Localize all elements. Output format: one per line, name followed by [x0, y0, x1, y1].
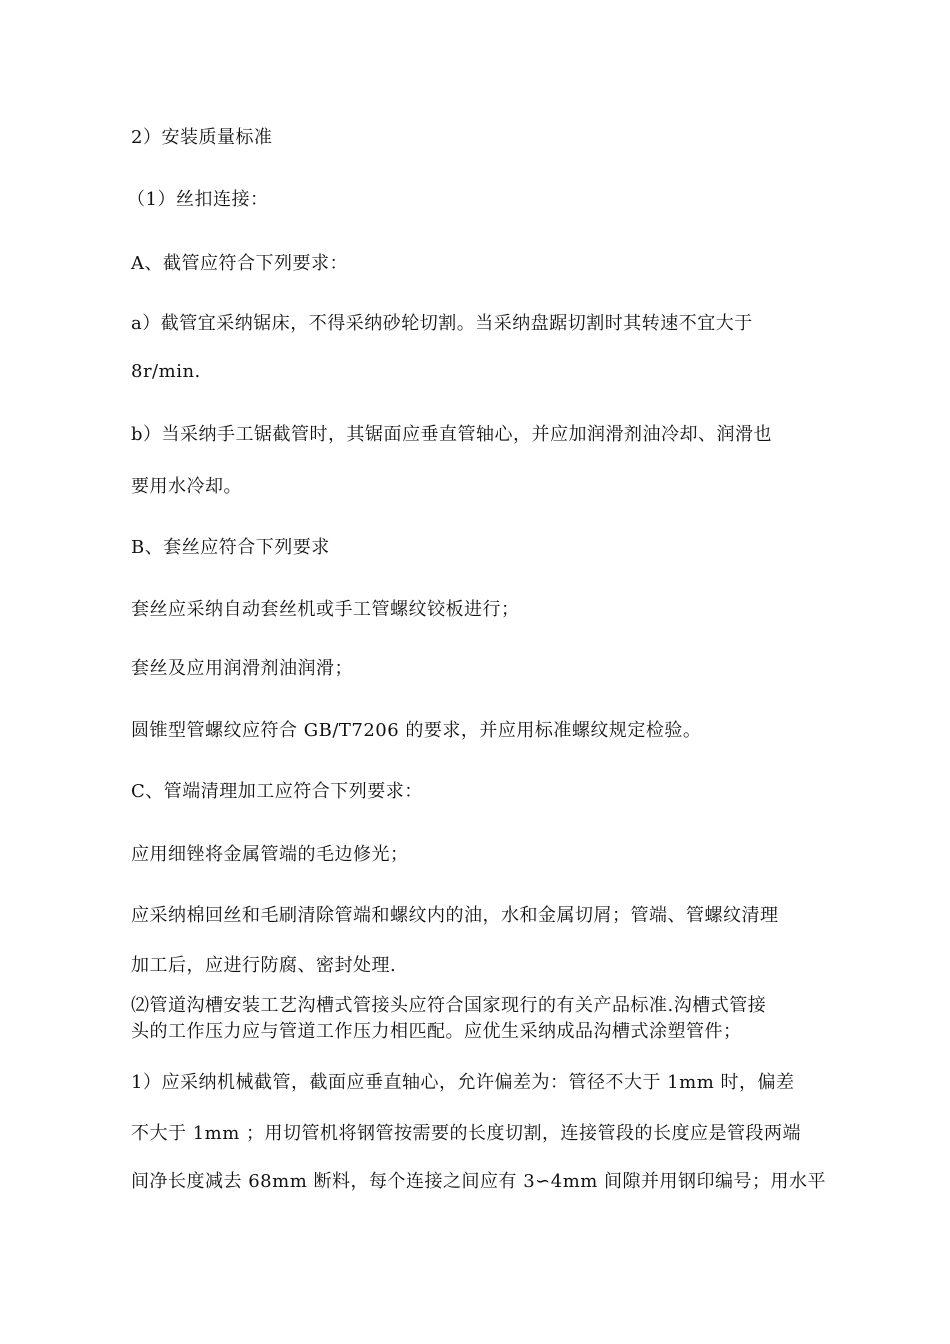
paragraph-line: 套丝应采纳自动套丝机或手工管螺纹铰板进行； — [131, 599, 520, 620]
paragraph-line: 头的工作压力应与管道工作压力相匹配。应优生采纳成品沟槽式涂塑管件； — [131, 1021, 742, 1042]
paragraph-line: 1）应采纳机械截管，截面应垂直轴心，允许偏差为：管径不大于 1mm 时，偏差 — [131, 1072, 795, 1093]
paragraph-line: 间净长度减去 68mm 断料，每个连接之间应有 3∽4mm 间隙并用钢印编号；用水平 — [131, 1171, 827, 1192]
paragraph-line: ⑵管道沟槽安装工艺沟槽式管接头应符合国家现行的有关产品标准.沟槽式管接 — [131, 995, 767, 1016]
paragraph-line: 要用水冷却。 — [131, 476, 242, 497]
paragraph-line: 圆锥型管螺纹应符合 GB/T7206 的要求，并应用标准螺纹规定检验。 — [131, 720, 702, 741]
paragraph-line: 应用细锉将金属管端的毛边修光； — [131, 844, 409, 865]
paragraph-line: 加工后，应进行防腐、密封处理. — [131, 955, 397, 976]
subsection-threaded-connection: （1）丝扣连接： — [127, 189, 269, 210]
paragraph-line: 8r/min. — [131, 361, 201, 382]
item-a-heading: A、截管应符合下列要求： — [131, 253, 348, 274]
item-b-heading: B、套丝应符合下列要求 — [131, 537, 330, 558]
item-c-heading: C、管端清理加工应符合下列要求： — [131, 781, 423, 802]
paragraph-line: 套丝及应用润滑剂油润滑； — [131, 658, 353, 679]
paragraph-line: b）当采纳手工锯截管时，其锯面应垂直管轴心，并应加润滑剂油冷却、润滑也 — [131, 424, 773, 445]
paragraph-line: 应采纳棉回丝和毛刷清除管端和螺纹内的油，水和金属切屑；管端、管螺纹清理 — [131, 905, 779, 926]
section-heading-install-quality: 2）安装质量标准 — [131, 127, 273, 148]
paragraph-line: a）截管宜采纳锯床，不得采纳砂轮切割。当采纳盘踞切割时其转速不宜大于 — [131, 313, 753, 334]
paragraph-line: 不大于 1mm ；用切管机将钢管按需要的长度切割，连接管段的长度应是管段两端 — [131, 1123, 802, 1144]
